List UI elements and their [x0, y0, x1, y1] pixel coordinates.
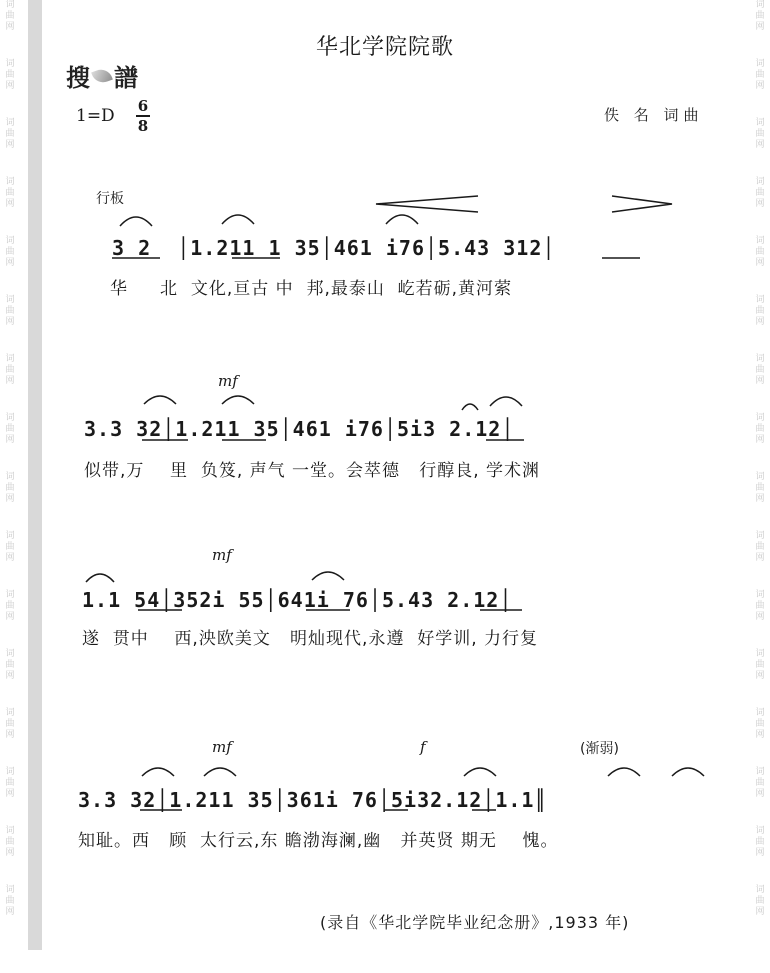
decrescendo-hairpin [612, 196, 672, 212]
logo-char-left: 搜 [66, 64, 90, 92]
slur [86, 574, 114, 582]
slur [142, 768, 174, 776]
watermark-repeat: 词 曲 网 [5, 472, 15, 504]
slur [386, 215, 418, 224]
watermark-repeat: 词 曲 网 [5, 649, 15, 681]
watermark-repeat: 词 曲 网 [755, 826, 765, 858]
notation-row-2: 3.3 32│1.211 35│461 i76│5i3 2.12│ [84, 417, 515, 441]
watermark-repeat: 词 曲 网 [755, 767, 765, 799]
watermark-repeat: 词 曲 网 [755, 59, 765, 91]
watermark-repeat: 词 曲 网 [5, 0, 15, 32]
watermark-repeat: 词 曲 网 [755, 590, 765, 622]
slur [490, 397, 522, 406]
watermark-repeat: 词 曲 网 [5, 295, 15, 327]
watermark-repeat: 词 曲 网 [755, 118, 765, 150]
meter-bottom: 8 [137, 116, 149, 135]
crescendo-hairpin [376, 196, 478, 212]
slur [222, 215, 254, 224]
key-signature: 1=D [76, 106, 115, 126]
watermark-repeat: 词 曲 网 [755, 0, 765, 32]
slur [120, 217, 152, 226]
watermark-repeat: 词 曲 网 [755, 236, 765, 268]
notation-row-4: 3.3 32│1.211 35│361i 76│5i32.12│1.1║ [78, 788, 548, 812]
slur [608, 768, 640, 776]
tempo-marking: 行板 [96, 191, 124, 207]
watermark-repeat: 词 曲 网 [5, 708, 15, 740]
watermark-repeat: 词 曲 网 [755, 472, 765, 504]
notation-row-3: 1.1 54│352i 55│641i 76│5.43 2.12│ [82, 588, 513, 612]
notation-row-1: 3 2 │1.211 1 35│461 i76│5.43 312│ [112, 236, 556, 260]
watermark-repeat: 词 曲 网 [5, 590, 15, 622]
dynamic-marking: mf [212, 546, 232, 564]
watermark-repeat: 词 曲 网 [755, 649, 765, 681]
watermark-repeat: 词 曲 网 [755, 531, 765, 563]
fermata [462, 404, 478, 410]
watermark-repeat: 词 曲 网 [5, 767, 15, 799]
watermark-repeat: 词 曲 网 [5, 354, 15, 386]
watermark-repeat: 词 曲 网 [5, 826, 15, 858]
watermark-repeat: 词 曲 网 [5, 531, 15, 563]
watermark-repeat: 词 曲 网 [5, 413, 15, 445]
watermark-repeat: 词 曲 网 [755, 885, 765, 917]
dynamic-marking: mf [218, 372, 238, 390]
dynamic-marking: (渐弱) [580, 741, 619, 757]
lyrics-row-3: 遂 贯中 西,泱欧美文 明灿现代,永遵 好学训, 力行复 [82, 629, 539, 649]
watermark-repeat: 词 曲 网 [5, 885, 15, 917]
logo-char-right: 譜 [114, 64, 138, 92]
watermark-repeat: 词 曲 网 [755, 708, 765, 740]
watermark-repeat: 词 曲 网 [5, 236, 15, 268]
watermark-repeat: 词 曲 网 [5, 118, 15, 150]
lyrics-row-4: 知耻。西 顾 太行云,东 瞻渤海澜,幽 并英贤 期无 愧。 [78, 831, 559, 851]
slur [222, 396, 254, 404]
watermark-repeat: 词 曲 网 [755, 413, 765, 445]
slur [464, 768, 496, 776]
watermark-repeat: 词 曲 网 [755, 354, 765, 386]
watermark-repeat: 词 曲 网 [5, 59, 15, 91]
lyrics-row-2: 似带,万 里 负笈, 声气 一堂。会萃德 行醇良, 学术渊 [84, 461, 541, 481]
watermark-repeat: 词 曲 网 [755, 295, 765, 327]
meter-top: 6 [137, 97, 149, 115]
dynamic-marking: mf [212, 738, 232, 756]
lyrics-row-1: 华 北 文化,亘古 中 邦,最泰山 屹若砺,黄河萦 [110, 279, 513, 299]
slur [312, 572, 344, 580]
song-title: 华北学院院歌 [315, 35, 454, 60]
slur [672, 768, 704, 776]
author-credit: 佚 名 词曲 [604, 106, 704, 124]
source-note: (录自《华北学院毕业纪念册》,1933 年) [320, 913, 630, 932]
dynamic-marking: f [420, 738, 426, 756]
watermark-repeat: 词 曲 网 [5, 177, 15, 209]
watermark-repeat: 词 曲 网 [755, 177, 765, 209]
slur [204, 768, 236, 776]
slur [144, 396, 176, 404]
